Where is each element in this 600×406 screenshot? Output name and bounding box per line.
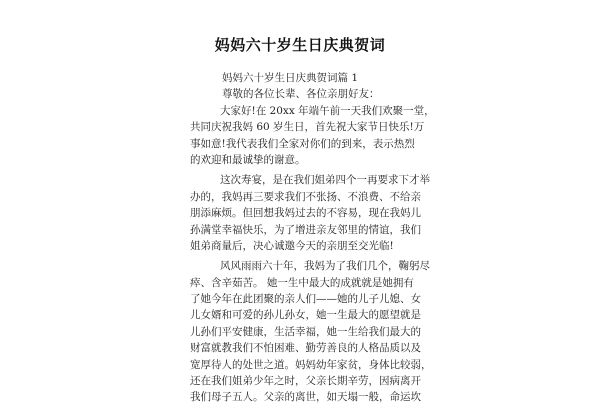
- paragraph-line: 大家好!在 20xx 年端午前一天我们欢聚一堂，: [220, 104, 435, 117]
- paragraph-line: 共同庆祝我妈 60 岁生日，首先祝大家节日快乐!万: [190, 121, 425, 134]
- paragraph-line: 这次寿宴，是在我们姐弟四个一再要求下才举: [220, 174, 430, 187]
- paragraph-line: 的欢迎和最诚挚的谢意。: [190, 153, 306, 166]
- paragraph-line: 风风雨雨六十年，我妈为了我们几个，鞠躬尽: [220, 260, 430, 273]
- paragraph-line: 宽厚待人的处世之道。妈妈幼年家贫，身体比较弱，: [190, 358, 432, 371]
- paragraph-line: 瘁、含辛茹苦。 她一生中最大的成就就是她拥有: [190, 276, 414, 289]
- paragraph-line: 儿女婿和可爱的孙儿孙女，她一生最大的愿望就是: [190, 309, 421, 322]
- paragraph-line: 事如意!我代表我们全家对你们的到来，表示热烈: [190, 137, 415, 150]
- paragraph-line: 办的，我妈再三要求我们不张扬、不浪费、不给亲: [190, 190, 421, 203]
- document-body: [190, 70, 435, 406]
- paragraph-line: 财富就教我们不怕困难、勤劳善良的人格品质以及: [190, 342, 421, 355]
- paragraph-line: 朋添麻烦。但回想我妈过去的不容易，现在我妈儿: [190, 207, 421, 220]
- document-title: 妈妈六十岁生日庆典贺词: [214, 36, 386, 54]
- paragraph-line: 姐弟商量后，决心诚邀今天的亲朋至交光临!: [190, 239, 394, 252]
- paragraph-line: 儿孙们平安健康，生活幸福，她一生给我们最大的: [190, 325, 421, 338]
- paragraph-line: 我们母子五人。父亲的离世，如天塌一般，命运坎: [190, 391, 421, 404]
- paragraph-line: 还在我们姐弟少年之时，父亲长期辛劳，因病离开: [190, 375, 421, 388]
- document-subtitle: 妈妈六十岁生日庆典贺词篇 1: [222, 72, 359, 84]
- paragraph-line: 了她今年在此团聚的亲人们——她的儿子儿媳、女: [190, 293, 421, 306]
- paragraph-line: 孙满堂幸福快乐，为了增进亲友邻里的情谊，我们: [190, 223, 421, 236]
- salutation-line: 尊敬的各位长辈、各位亲朋好友：: [222, 88, 380, 101]
